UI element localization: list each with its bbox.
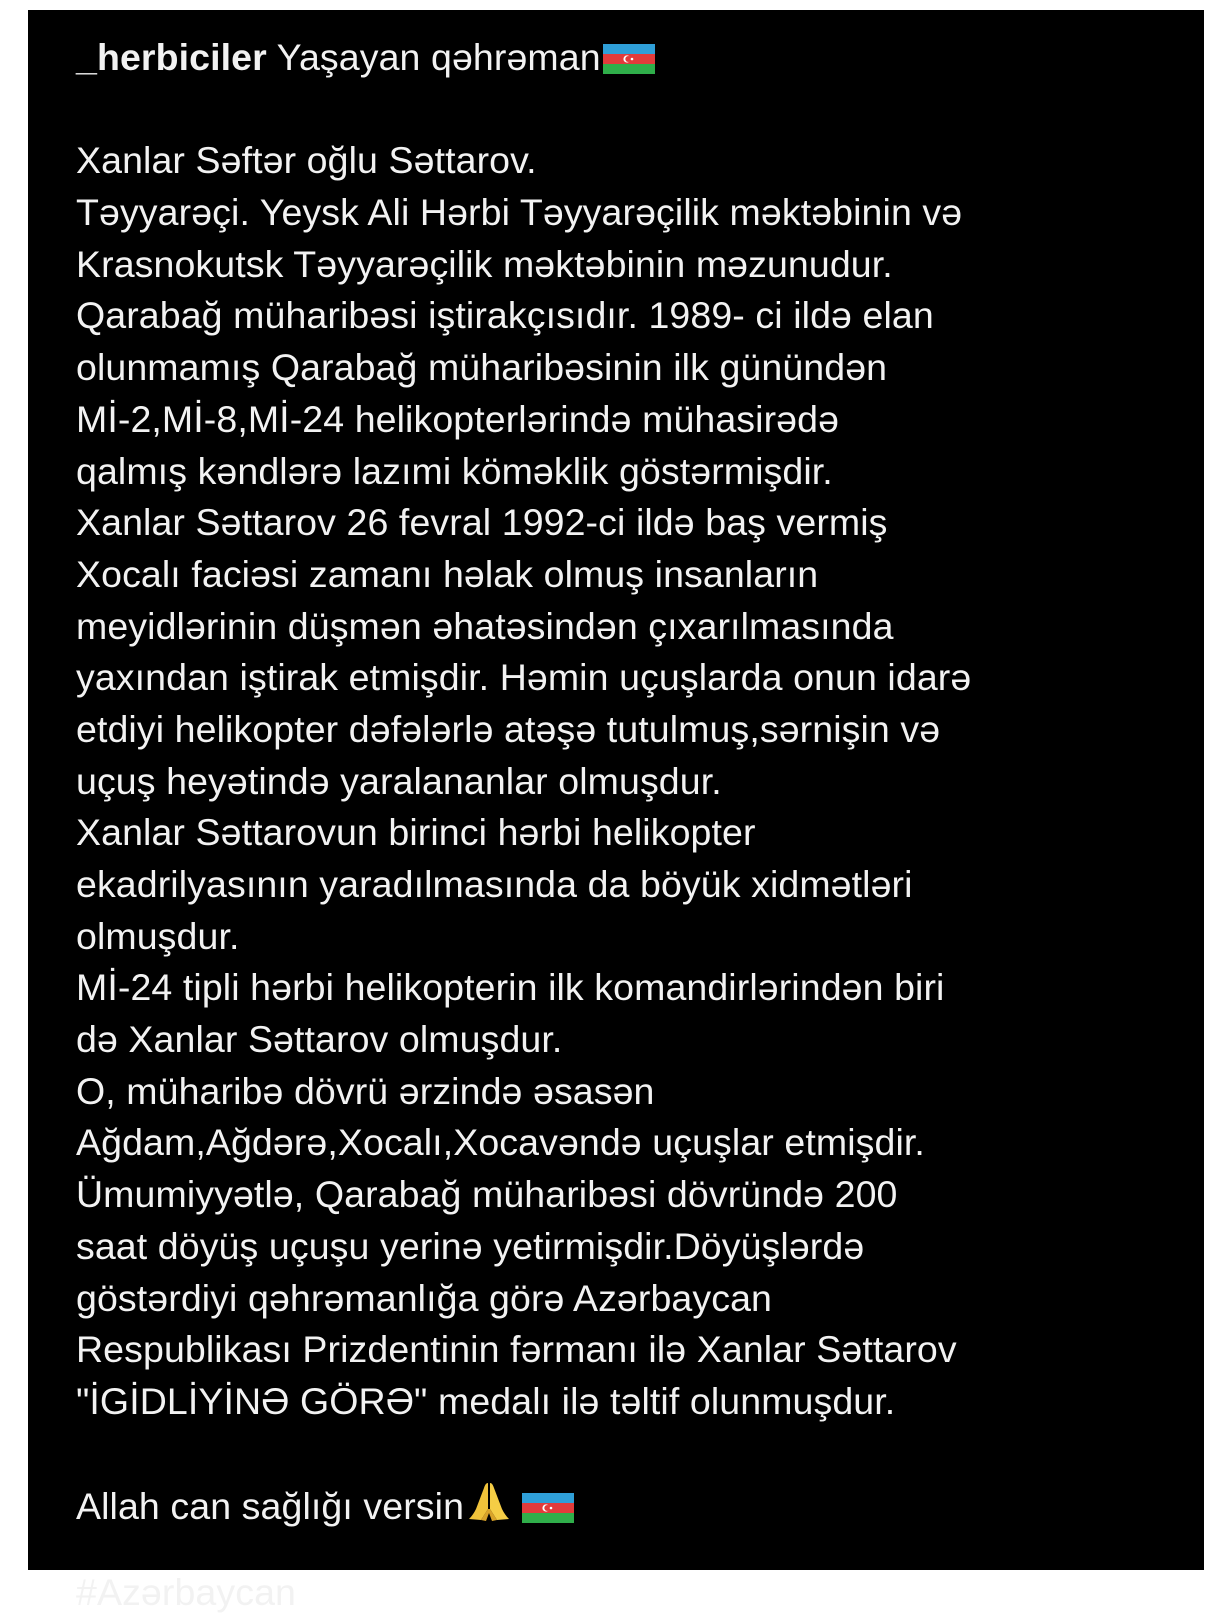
azerbaijan-flag-icon <box>522 1485 574 1537</box>
azerbaijan-flag-icon <box>603 36 655 88</box>
caption-body-line: Ağdam,Ağdərə,Xocalı,Xocavəndə uçuşlar etmişdir. <box>76 1121 925 1164</box>
caption-body-line: etdiyi helikopter dəfələrlə atəşə tutulmuş,sərnişin və <box>76 707 941 750</box>
caption-body-line: O, müharibə dövrü ərzində əsasən <box>76 1069 655 1112</box>
caption-body-line: Qarabağ müharibəsi iştirakçısıdır. 1989- ci ildə elan <box>76 294 934 337</box>
closing-text: Allah can sağlığı versin <box>76 1485 465 1528</box>
caption-body-line: olunmamış Qarabağ müharibəsinin ilk günündən <box>76 346 888 389</box>
caption-body-line: göstərdiyi qəhrəmanlığa görə Azərbaycan <box>76 1276 772 1319</box>
caption-content <box>76 32 1186 1613</box>
caption-body-line: də Xanlar Səttarov olmuşdur. <box>76 1018 563 1061</box>
caption-body-line: yaxından iştirak etmişdir. Həmin uçuşlarda onun idarə <box>76 656 972 699</box>
caption-body-line: Ümumiyyətlə, Qarabağ müharibəsi dövründə 200 <box>76 1173 898 1216</box>
post-caption-panel <box>28 10 1204 1613</box>
caption-body-line: Xocalı faciəsi zamanı həlak olmuş insanların <box>76 552 819 595</box>
hashtag-line-cutoff <box>76 1531 1186 1613</box>
caption-headline: Yaşayan qəhrəman <box>276 36 601 78</box>
blank-line <box>76 1428 1186 1480</box>
username-link[interactable]: _herbiciler <box>76 36 267 78</box>
caption-body-line: olmuşdur. <box>76 914 240 957</box>
caption-body-line: uçuş heyətində yaralananlar olmuşdur. <box>76 759 722 802</box>
caption-body-line: Respublikası Prizdentinin fərmanı ilə Xanlar Səttarov <box>76 1328 957 1371</box>
blank-line <box>76 84 1186 136</box>
caption-body-line: Xanlar Səttarov 26 fevral 1992-ci ildə baş vermiş <box>76 501 888 544</box>
hashtag-link[interactable]: #Azərbaycan <box>76 1570 296 1613</box>
caption-body-line: ekadrilyasının yaradılmasında da böyük xidmətləri <box>76 863 913 905</box>
caption-body-line: Mİ-24 tipli hərbi helikopterin ilk komandirlərindən biri <box>76 966 945 1009</box>
caption-body-line: "İGİDLİYİNƏ GÖRƏ" medalı ilə təltif olunmuşdur. <box>76 1379 896 1422</box>
caption-body-line: Xanlar Səftər oğlu Səttarov. <box>76 139 537 182</box>
caption-body <box>76 135 1186 1427</box>
folded-hands-icon <box>466 1479 512 1537</box>
caption-body-line: qalmış kəndlərə lazımi köməklik göstərmişdir. <box>76 449 833 492</box>
caption-body-line: Mİ-2,Mİ-8,Mİ-24 helikopterlərində mühasirədə <box>76 397 840 440</box>
caption-body-line: saat döyüş uçuşu yerinə yetirmişdir.Döyüşlərdə <box>76 1224 865 1267</box>
caption-body-line: Krasnokutsk Təyyarəçilik məktəbinin məzunudur. <box>76 242 893 285</box>
caption-closing <box>76 1479 1186 1531</box>
caption-header <box>76 32 1186 84</box>
caption-body-line: Xanlar Səttarovun birinci hərbi helikopter <box>76 811 756 854</box>
caption-body-line: meyidlərinin düşmən əhatəsindən çıxarılmasında <box>76 604 894 647</box>
caption-body-line: Təyyarəçi. Yeysk Ali Hərbi Təyyarəçilik məktəbinin və <box>76 191 963 234</box>
